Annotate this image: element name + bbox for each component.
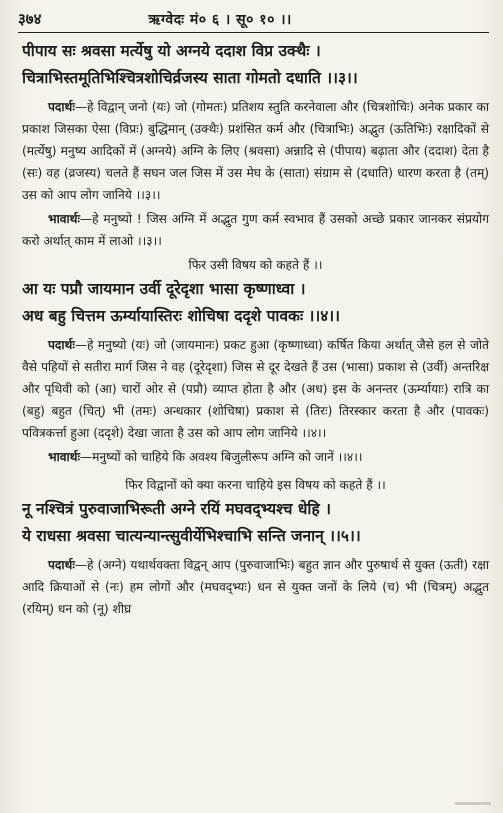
bhavartha-text: —हे मनुष्यो ! जिस अग्नि में अद्भुत गुण कर्म स्वभाव हैं उसको अच्छे प्रकार जानकर संप्रयोग करो अर्थात् काम में लाओ ।।३।। <box>22 212 489 248</box>
mantra-5 <box>22 496 489 550</box>
padartha-text: —हे मनुष्यो (यः) जो (जायमानः) प्रकट हुआ (कृष्णाध्वा) कर्षित किया अर्थात् जैसे हल से जोते वैसे पहियों से सतीरा मार्ग जिस ने वह (दूरेदृशा) जिस से दूर देखते हैं उस (भासा) प्रकाश से (उर्वी) अन्तरिक्ष और पृथिवी को (आ) चारों ओर से (पप्रौ) व्याप्त होता है और (अध) इस के अनन्तर (ऊर्म्यायाः) रात्रि का (बहु) बहुत (चित्) भी (तमः) अन्धकार (शोचिषा) प्रकाश से (तिरः) तिरस्कार करता है और (पावकः) पवित्रकर्त्ता हुआ (ददृशे) देखा जाता है उस को आप लोग जानिये ।।४।। <box>22 338 489 440</box>
mantra-line: आ यः पप्रौ जायमान उर्वी दूरेदृशा भासा कृष्णाध्वा । <box>22 280 306 298</box>
bhavartha-paragraph <box>22 446 489 468</box>
mantra-line: अध बहु चित्तम ऊर्म्यायास्तिरः शोचिषा ददृशे पावकः ।।४।। <box>22 307 341 325</box>
padartha-label: पदार्थः <box>48 100 75 114</box>
bhavartha-label: भावार्थः <box>48 450 80 464</box>
running-head: ऋग्वेदः मं० ६ । सू० १० ।। <box>148 11 292 28</box>
page-number: ३७४ <box>18 10 42 28</box>
bhavartha-label: भावार्थः <box>48 212 80 226</box>
section-intro: फिर उसी विषय को कहते हैं ।। <box>188 258 323 272</box>
mantra-line: चित्राभिस्तमूतिभिश्चित्रशोचिर्व्रजस्य साता गोमतो दधाति ।।३।। <box>22 69 358 87</box>
page-header <box>18 6 489 33</box>
section-intro: फिर विद्वानों को क्या करना चाहिये इस विषय को कहते हैं ।। <box>125 478 386 492</box>
mantra-3 <box>22 38 489 92</box>
bhavartha-text: —मनुष्यों को चाहिये कि अवश्य बिजुलीरूप अग्नि को जानें ।।४।। <box>79 450 363 464</box>
mantra-line: पीपाय सः श्रवसा मर्त्येषु यो अग्नये ददाश विप्र उक्थैः । <box>22 42 321 60</box>
padartha-text: —हे (अग्ने) यथार्थवक्ता विद्वन् आप (पुरुवाजाभिः) बहुत ज्ञान और पुरुषार्थ से युक्त (ऊती) रक्षा आदि क्रियाओं से (नः) हम लोगों और (मघवद्भ्यः) धन से युक्त जनों के लिये (च) भी (चित्रम्) अद्भुत (रयिम्) धन को (नू) शीघ्र <box>22 558 489 616</box>
padartha-paragraph <box>22 554 489 620</box>
page-body <box>22 36 489 620</box>
page-edge-mark <box>455 802 491 805</box>
padartha-label: पदार्थः <box>48 338 75 352</box>
mantra-4 <box>22 276 489 330</box>
padartha-text: —हे विद्वान् जनो (यः) जो (गोमतः) प्रतिशय स्तुति करनेवाला और (चित्रशोचिः) अनेक प्रकार का प्रकाश जिसका ऐसा (विप्रः) बुद्धिमान् (उक्थैः) प्रशंसित कर्म और (चित्राभिः) अद्भुत (ऊतिभिः) रक्षादिकों से (मर्त्येषु) मनुष्य आदिकों में (अग्नये) अग्नि के लिए (श्रवसा) अन्नादि से (पीपाय) बढ़ाता और (ददाश) देता है (सः) वह (व्रजस्य) चलते हैं सघन जल जिस में उस मेघ के (साता) संग्राम से (दधाति) धारण करता है (तम्) उस को आप लोग जानिये ।।३।। <box>22 100 489 202</box>
mantra-line: नू नश्चित्रं पुरुवाजाभिरूती अग्ने रयिं मघवद्भ्यश्च धेहि । <box>22 500 331 518</box>
padartha-paragraph <box>22 334 489 444</box>
padartha-label: पदार्थः <box>48 558 75 572</box>
padartha-paragraph <box>22 96 489 206</box>
bhavartha-paragraph <box>22 208 489 252</box>
mantra-line: ये राधसा श्रवसा चात्यन्यान्त्सुवीर्येभिश्चाभि सन्ति जनान् ।।५।। <box>22 527 361 545</box>
